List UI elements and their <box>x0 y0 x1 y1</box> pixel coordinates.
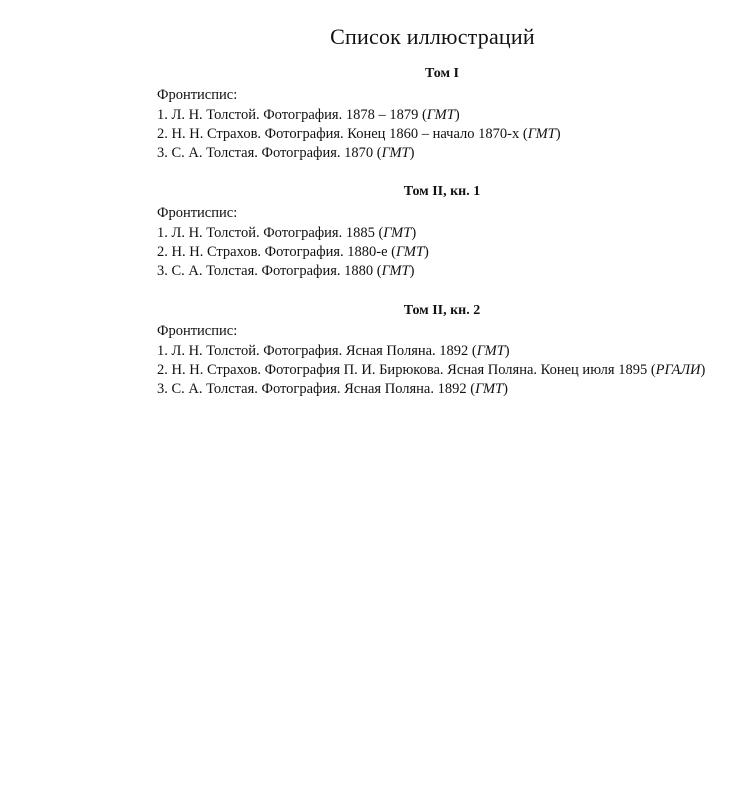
section-heading: Том I <box>425 66 459 81</box>
list-item: 3. С. А. Толстая. Фотография. 1870 (ГМТ) <box>157 145 415 161</box>
frontispiece-label: Фронтиспис: <box>157 323 238 339</box>
source-archive: ГМТ <box>475 381 504 397</box>
frontispiece-label: Фронтиспис: <box>157 87 238 103</box>
source-archive: ГМТ <box>396 244 425 260</box>
section-heading: Том II, кн. 1 <box>403 184 481 199</box>
list-item: 2. Н. Н. Страхов. Фотография. Конец 1860 – начало 1870-х (ГМТ) <box>157 126 561 142</box>
source-archive: ГМТ <box>383 225 412 241</box>
list-item: 2. Н. Н. Страхов. Фотография. 1880-е (ГМТ) <box>157 244 429 260</box>
list-item: 3. С. А. Толстая. Фотография. 1880 (ГМТ) <box>157 263 415 279</box>
list-item: 1. Л. Н. Толстой. Фотография. 1878 – 1879 (ГМТ) <box>157 107 460 123</box>
source-archive: ГМТ <box>381 145 410 161</box>
list-item: 3. С. А. Толстая. Фотография. Ясная Поляна. 1892 (ГМТ) <box>157 381 508 397</box>
section-heading: Том II, кн. 2 <box>403 303 481 318</box>
list-item: 1. Л. Н. Толстой. Фотография. Ясная Поляна. 1892 (ГМТ) <box>157 343 510 359</box>
list-item: 1. Л. Н. Толстой. Фотография. 1885 (ГМТ) <box>157 225 417 241</box>
page-title: Список иллюстраций <box>330 24 535 49</box>
list-item: 2. Н. Н. Страхов. Фотография П. И. Бирюкова. Ясная Поляна. Конец июля 1895 (РГАЛИ) <box>157 362 706 378</box>
frontispiece-label: Фронтиспис: <box>157 205 238 221</box>
source-archive: РГАЛИ <box>655 362 701 378</box>
source-archive: ГМТ <box>381 263 410 279</box>
source-archive: ГМТ <box>476 343 505 359</box>
source-archive: ГМТ <box>527 126 556 142</box>
source-archive: ГМТ <box>426 107 455 123</box>
